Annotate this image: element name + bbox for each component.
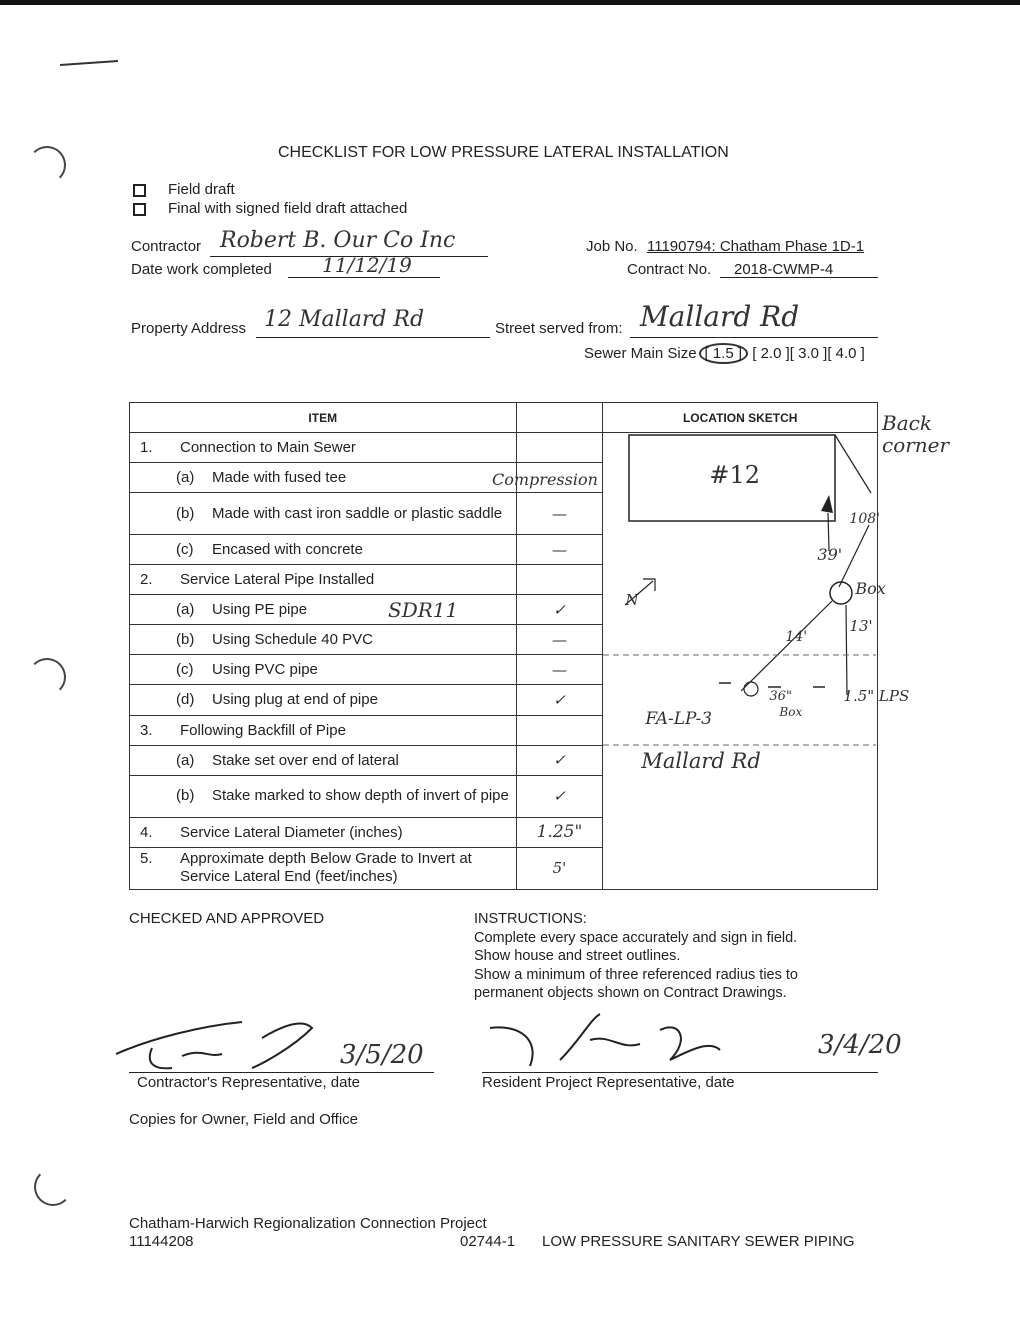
row-mark[interactable]: ✓ xyxy=(516,775,603,817)
sketch-13: 13' xyxy=(849,617,873,636)
sketch-lps: 1.5" LPS xyxy=(843,687,910,706)
table-row: (a) Made with fused tee xyxy=(130,463,517,493)
sketch-36: 36" xyxy=(769,689,792,705)
contractor-sign-date: 3/5/20 xyxy=(340,1040,424,1070)
sketch-north: N xyxy=(625,591,639,610)
row-mark[interactable] xyxy=(516,433,603,463)
instruction-line: Complete every space accurately and sign in field. xyxy=(474,929,798,946)
stray-pen-mark xyxy=(60,60,118,66)
table-row: 1. Connection to Main Sewer xyxy=(130,433,517,463)
row-mark[interactable]: — xyxy=(516,655,603,685)
instruction-line: permanent objects shown on Contract Drawings. xyxy=(474,985,787,1001)
row-mark[interactable]: — xyxy=(516,625,603,655)
contractor-signature xyxy=(112,1018,332,1078)
table-row: (c) Using PVC pipe xyxy=(130,655,517,685)
job-number-value: 11190794: Chatham Phase 1D-1 xyxy=(647,238,865,255)
table-row: (b) Stake marked to show depth of invert of pipe xyxy=(130,775,517,817)
table-row: (c) Encased with concrete xyxy=(130,535,517,565)
sketch-drawing xyxy=(603,433,876,888)
contract-number-label: Contract No. xyxy=(627,261,712,278)
street-served-value: Mallard Rd xyxy=(640,300,800,333)
instructions xyxy=(474,910,798,1003)
back-corner-line xyxy=(835,435,871,493)
table-row: (b) Made with cast iron saddle or plastic saddle xyxy=(130,493,517,535)
contractor-value: Robert B. Our Co Inc xyxy=(220,228,456,253)
sketch-14: 14' xyxy=(785,629,808,646)
row-mark[interactable]: — xyxy=(516,493,603,535)
row-mark[interactable] xyxy=(516,565,603,595)
date-completed-value: 11/12/19 xyxy=(322,253,412,277)
final-draft-option[interactable]: Final with signed field draft attached xyxy=(133,200,407,217)
table-row: (d) Using plug at end of pipe xyxy=(130,685,517,715)
table-row: 4. Service Lateral Diameter (inches) xyxy=(130,817,517,847)
row-mark[interactable]: 1.25" xyxy=(516,817,603,847)
sewer-option-4-0[interactable]: [ 4.0 ] xyxy=(827,345,865,362)
row-mark[interactable]: 5' xyxy=(516,847,603,889)
date-completed-line xyxy=(288,277,440,278)
row-mark[interactable]: — xyxy=(516,535,603,565)
page-title: CHECKLIST FOR LOW PRESSURE LATERAL INSTALLATION xyxy=(278,144,729,161)
instruction-line: Show house and street outlines. xyxy=(474,948,681,964)
sketch-108: 108' xyxy=(849,511,880,528)
footer-project: Chatham-Harwich Regionalization Connection Project xyxy=(129,1215,487,1232)
lateral-end-circle xyxy=(744,682,758,696)
job-number-label: Job No. xyxy=(586,238,638,255)
checkbox[interactable] xyxy=(133,184,146,197)
sdr11-note: SDR11 xyxy=(388,598,459,622)
mark-header xyxy=(516,403,603,433)
contract-number-value: 2018-CWMP-4 xyxy=(734,261,834,278)
footer-section: 02744-1 xyxy=(460,1233,516,1250)
checkbox[interactable] xyxy=(133,203,146,216)
punch-hole-top xyxy=(28,146,66,184)
table-row: (b) Using Schedule 40 PVC xyxy=(130,625,517,655)
instruction-line: Show a minimum of three referenced radius ties to xyxy=(474,966,798,983)
location-sketch xyxy=(603,433,910,890)
copies-note: Copies for Owner, Field and Office xyxy=(129,1111,358,1128)
row-mark[interactable]: ✓ xyxy=(516,595,603,625)
table-row: 3. Following Backfill of Pipe xyxy=(130,715,517,745)
row-mark[interactable]: ✓ xyxy=(516,745,603,775)
instructions-heading: INSTRUCTIONS: xyxy=(474,911,587,927)
sketch-header: LOCATION SKETCH xyxy=(603,403,878,433)
property-address-value: 12 Mallard Rd xyxy=(264,307,425,332)
table-row: 2. Service Lateral Pipe Installed xyxy=(130,565,517,595)
sewer-main-size xyxy=(584,343,865,364)
lateral-line xyxy=(741,601,832,691)
tie-13-line xyxy=(846,605,847,695)
punch-hole-middle xyxy=(28,658,66,696)
sketch-label-id: FA-LP-3 xyxy=(645,709,713,730)
sketch-house-number: #12 xyxy=(709,461,761,490)
property-address-label: Property Address xyxy=(131,320,247,337)
compression-note: Compression xyxy=(492,470,598,489)
resident-rep-label: Resident Project Representative, date xyxy=(482,1074,735,1091)
table-row: (a) Using PE pipe xyxy=(130,595,517,625)
resident-sign-date: 3/4/20 xyxy=(818,1030,902,1060)
sewer-option-1-5[interactable]: [ 1.5 ] xyxy=(699,343,749,364)
corner-arrowhead xyxy=(821,495,833,513)
punch-hole-bottom xyxy=(34,1168,72,1206)
footer-number: 11144208 xyxy=(129,1233,194,1250)
contractor-rep-label: Contractor's Representative, date xyxy=(137,1074,360,1091)
sewer-main-label: Sewer Main Size xyxy=(584,345,697,362)
footer-section-title: LOW PRESSURE SANITARY SEWER PIPING xyxy=(542,1233,855,1250)
resident-signature-line xyxy=(482,1072,878,1073)
back-corner-note: Back corner xyxy=(882,411,950,457)
item-header: ITEM xyxy=(130,403,517,433)
table-row: 5. Approximate depth Below Grade to Invert at Service Lateral End (feet/inches) xyxy=(130,847,517,889)
sketch-street: Mallard Rd xyxy=(641,749,761,774)
sewer-option-3-0[interactable]: [ 3.0 ] xyxy=(789,345,828,362)
scan-top-edge xyxy=(0,0,1020,5)
checked-approved-label: CHECKED AND APPROVED xyxy=(129,910,325,927)
row-mark[interactable] xyxy=(516,715,603,745)
sketch-box: Box xyxy=(855,579,886,599)
date-completed-label: Date work completed xyxy=(131,261,272,278)
sketch-box-2: Box xyxy=(779,705,803,720)
sewer-option-2-0[interactable]: [ 2.0 ] xyxy=(752,345,790,362)
street-served-line xyxy=(630,337,878,338)
field-draft-option[interactable]: Field draft xyxy=(133,181,235,198)
tie-108-line xyxy=(839,525,869,587)
box-circle xyxy=(830,582,852,604)
property-address-line xyxy=(256,337,490,338)
sketch-39: 39' xyxy=(817,545,843,565)
contractor-signature-line xyxy=(129,1072,434,1073)
contractor-label: Contractor xyxy=(131,238,202,255)
street-served-label: Street served from: xyxy=(495,320,623,337)
row-mark[interactable]: ✓ xyxy=(516,685,603,715)
table-row: (a) Stake set over end of lateral xyxy=(130,745,517,775)
